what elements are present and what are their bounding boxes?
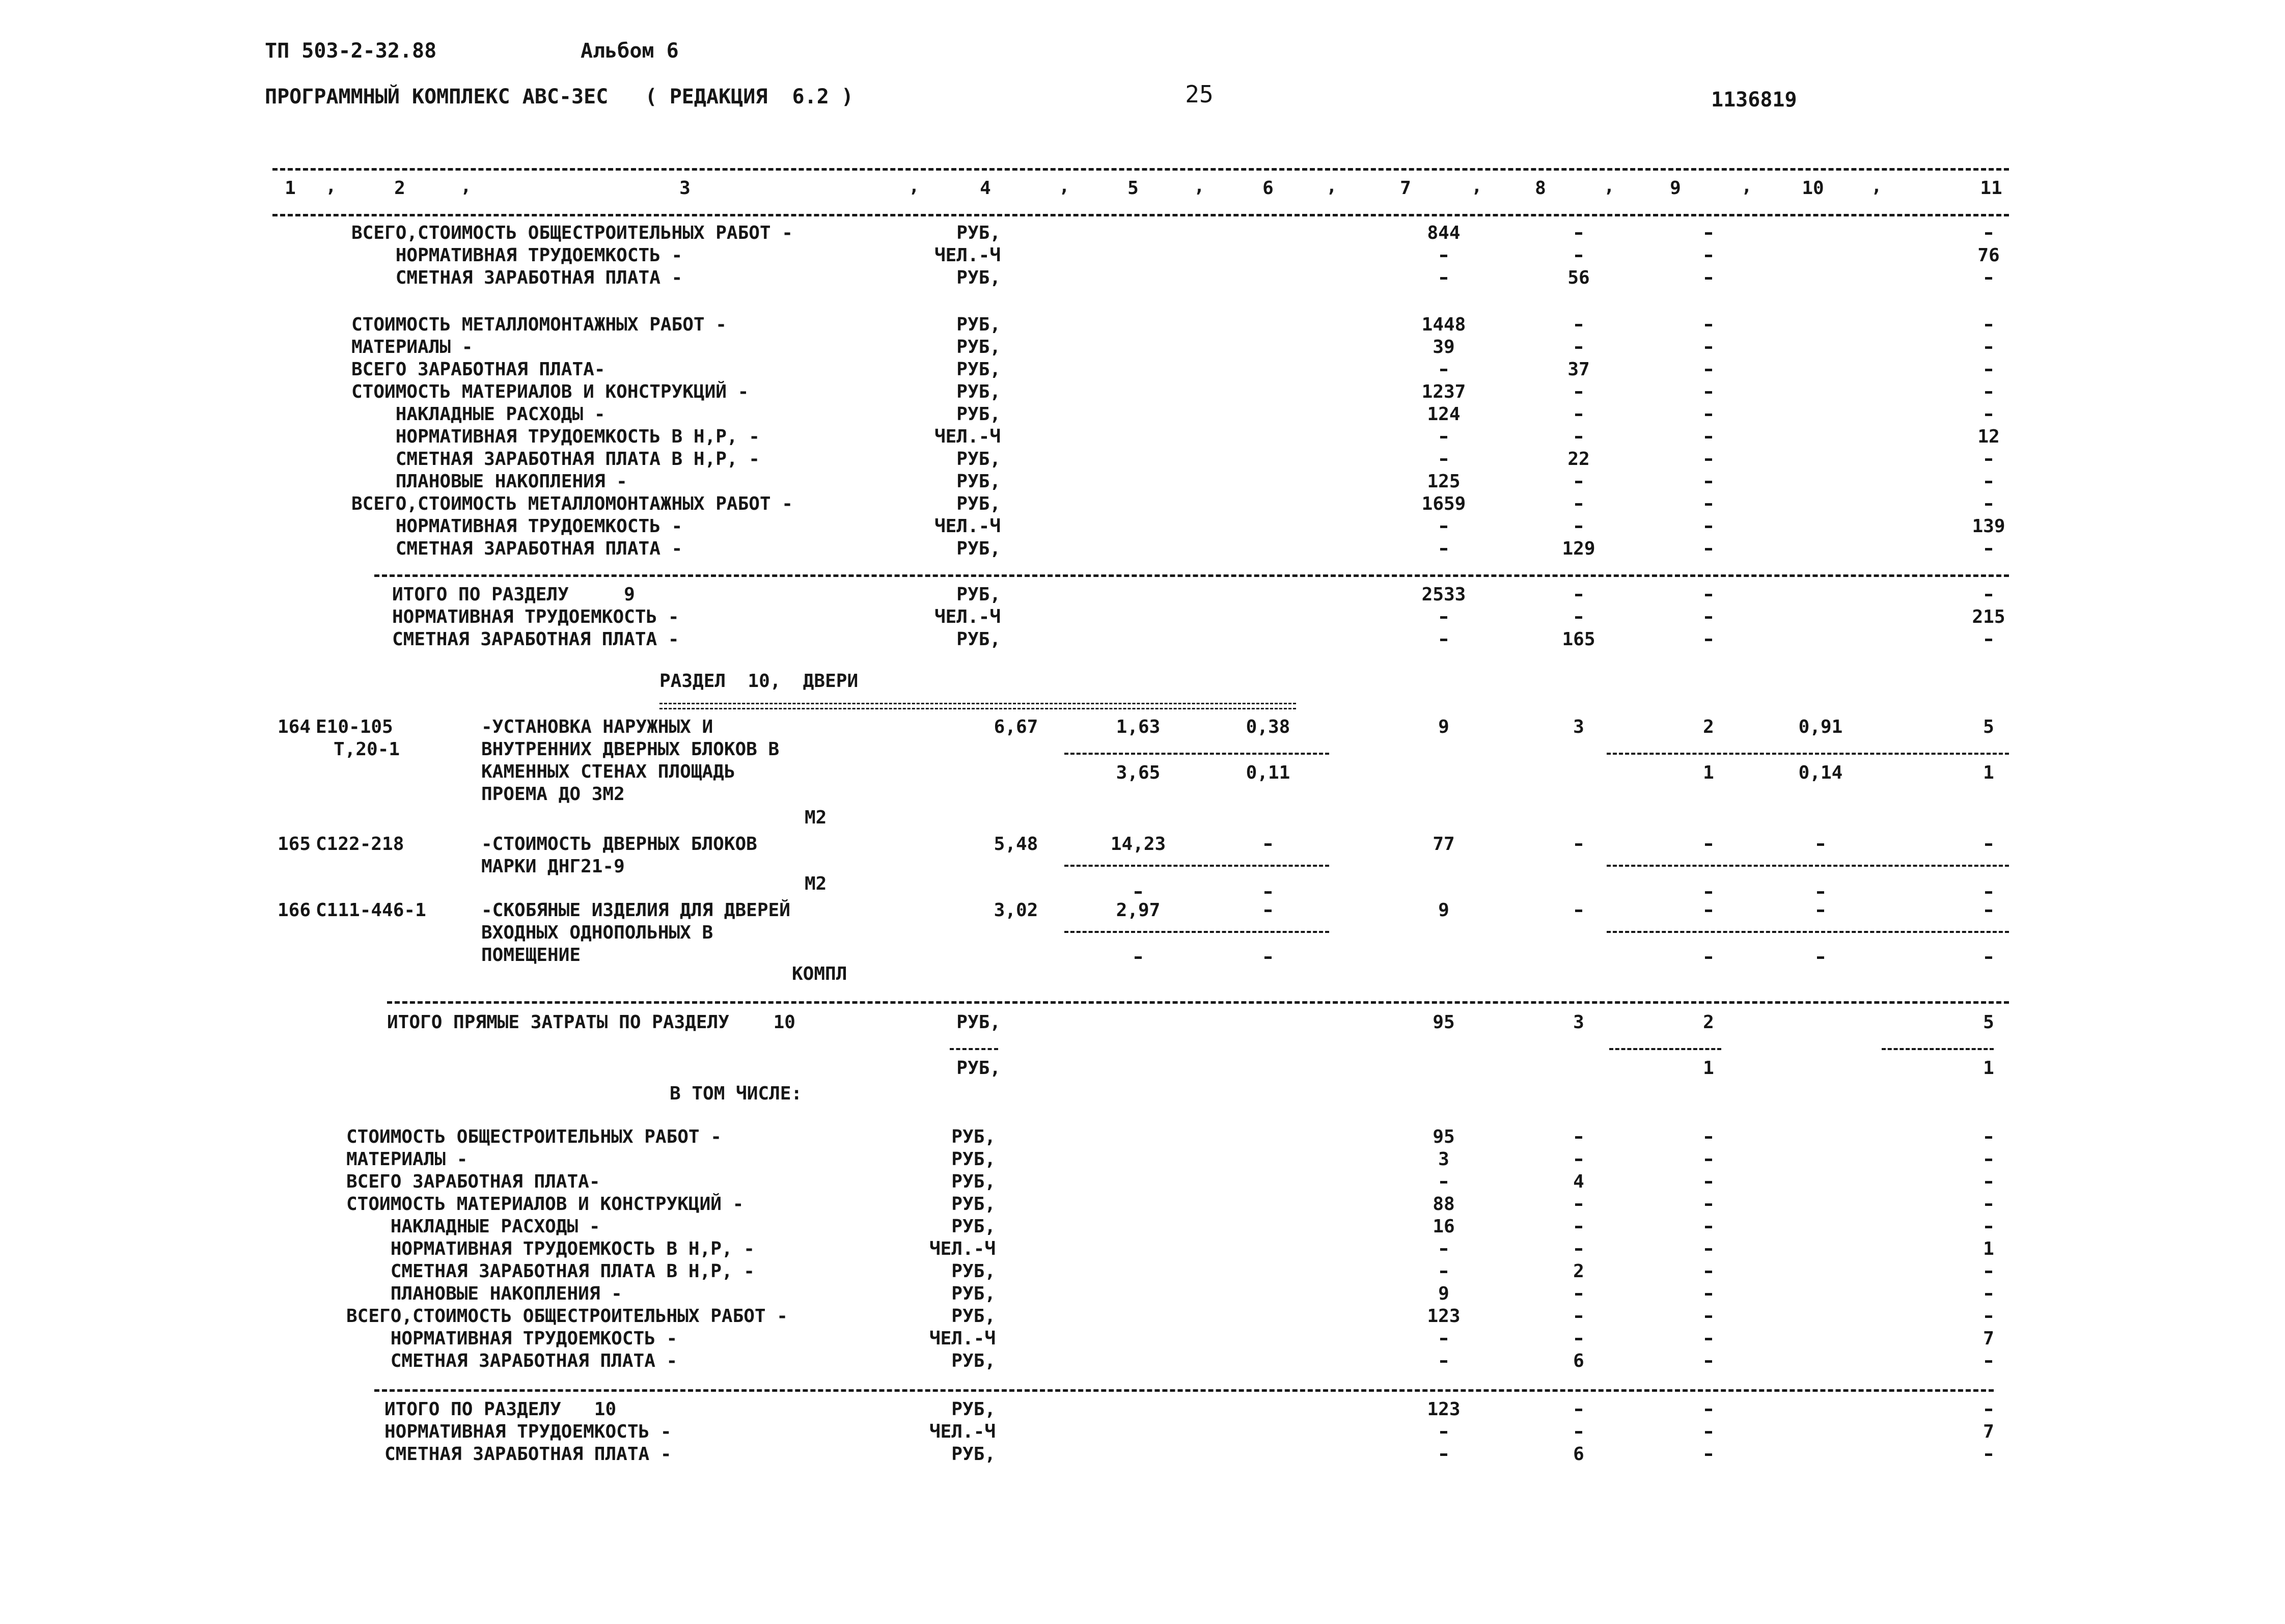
sec9-row-c9-dash	[1705, 436, 1712, 438]
sec9-row-c11-dash	[1985, 481, 1992, 483]
item-c10-second: 0,14	[1798, 762, 1843, 783]
sec10-total-row-label: ИТОГО ПО РАЗДЕЛУ 10	[384, 1399, 617, 1420]
sec9-total-row-c11-dash	[1985, 594, 1992, 596]
column-number: 10	[1802, 178, 1824, 199]
item-c5: 2,97	[1116, 900, 1161, 921]
sec9-row-label: МАТЕРИАЛЫ -	[351, 337, 473, 357]
column-separator: ,	[325, 176, 337, 197]
sec9-row-c7-dash	[1440, 526, 1447, 528]
sec9-row-c9-dash	[1705, 346, 1712, 349]
sec10-row-c7-dash	[1440, 1271, 1447, 1273]
sec10-row-c8-dash	[1575, 1203, 1582, 1206]
sec9-row-c7-dash	[1440, 548, 1447, 550]
page-number: 25	[1185, 80, 1214, 108]
sec9-row-unit: РУБ,	[956, 493, 1001, 514]
item-mark-dash	[1264, 891, 1272, 894]
item-code-sub: Т,20-1	[334, 739, 400, 760]
sec9-row-c8-dash	[1575, 414, 1582, 416]
column-separator: ,	[1604, 176, 1615, 197]
sec10-row-label: НОРМАТИВНАЯ ТРУДОЕМКОСТЬ В Н,Р, -	[346, 1238, 755, 1259]
item-c10: 0,91	[1798, 717, 1843, 737]
sec10-row-c7: 16	[1433, 1216, 1455, 1237]
item-c6: 0,38	[1246, 717, 1290, 737]
item-mark-dash	[1705, 956, 1712, 959]
sec10-total-row-c8-dash	[1575, 1409, 1582, 1411]
item-c5-second: 3,65	[1116, 762, 1161, 783]
item-number: 166	[278, 900, 311, 921]
sec10-row-c7: 123	[1427, 1306, 1461, 1327]
sec10-row-c11-dash	[1985, 1226, 1992, 1228]
item-c11-dash	[1985, 843, 1992, 846]
sec10-row-c8-dash	[1575, 1136, 1582, 1139]
sec10-total-row-c8-dash	[1575, 1431, 1582, 1434]
sec10-row-c9-dash	[1705, 1181, 1712, 1183]
sec10-total-row-c11-dash	[1985, 1453, 1992, 1456]
item-unit: М2	[805, 807, 827, 828]
sec9-row-unit: ЧЕЛ.-Ч	[934, 245, 1001, 266]
sec10-row-c7: 95	[1433, 1126, 1455, 1147]
sec9-row-c9-dash	[1705, 503, 1712, 506]
sec10-row-c8-dash	[1575, 1338, 1582, 1340]
sec10-row-c11-dash	[1985, 1181, 1992, 1183]
sec9-total-row-c11-dash	[1985, 639, 1992, 641]
sec10-row-c11-dash	[1985, 1159, 1992, 1161]
sec10-row-c9-dash	[1705, 1271, 1712, 1273]
column-number: 5	[1127, 178, 1139, 199]
sec9-row-unit: РУБ,	[956, 359, 1001, 380]
sec9-row-c11-dash	[1985, 391, 1992, 394]
column-number: 7	[1400, 178, 1411, 199]
sec9-row-unit: ЧЕЛ.-Ч	[934, 516, 1001, 537]
item-subrule	[1064, 753, 1329, 755]
column-number: 6	[1262, 178, 1274, 199]
sec10-total-row-c11: 7	[1983, 1421, 1994, 1442]
sec9-row-c8-dash	[1575, 481, 1582, 483]
sec9-row-label: ВСЕГО,СТОИМОСТЬ МЕТАЛЛОМОНТАЖНЫХ РАБОТ -	[351, 493, 793, 514]
sec10-total-row-c11-dash	[1985, 1409, 1992, 1411]
sec10-total-row-label: СМЕТНАЯ ЗАРАБОТНАЯ ПЛАТА -	[384, 1444, 672, 1465]
sec9-row-c9-dash	[1705, 277, 1712, 280]
item-description: ВХОДНЫХ ОДНОПОЛЬНЫХ В	[481, 922, 713, 943]
sec10-row-label: СТОИМОСТЬ МАТЕРИАЛОВ И КОНСТРУКЦИЙ -	[346, 1194, 744, 1215]
sec9-row-c11-dash	[1985, 277, 1992, 280]
direct-costs-unit: РУБ,	[956, 1012, 1001, 1033]
direct-costs-label: ИТОГО ПРЯМЫЕ ЗАТРАТЫ ПО РАЗДЕЛУ 10	[387, 1012, 795, 1033]
sec10-total-row-c7-dash	[1440, 1453, 1447, 1456]
sec9-row-c7: 1448	[1421, 314, 1466, 335]
sec9-row-label: НОРМАТИВНАЯ ТРУДОЕМКОСТЬ -	[351, 516, 683, 537]
sec9-row-unit: РУБ,	[956, 471, 1001, 492]
sec10-row-label: ПЛАНОВЫЕ НАКОПЛЕНИЯ -	[346, 1283, 622, 1304]
item-mark-dash	[1135, 891, 1142, 894]
column-separator: ,	[1741, 176, 1752, 197]
section10-title: РАЗДЕЛ 10, ДВЕРИ	[659, 671, 859, 692]
direct-costs-rule	[387, 1001, 2009, 1004]
sec9-row-c9-dash	[1705, 232, 1712, 235]
sec9-row-c8: 37	[1567, 359, 1590, 380]
sec9-row-unit: РУБ,	[956, 381, 1001, 402]
sec9-row-c8-dash	[1575, 526, 1582, 528]
section9-rule	[374, 574, 2009, 577]
item-c8-dash	[1575, 910, 1582, 912]
sec9-row-unit: РУБ,	[956, 314, 1001, 335]
sec10-row-c8-dash	[1575, 1315, 1582, 1318]
item-code: Е10-105	[316, 717, 393, 737]
sec10-row-c8-dash	[1575, 1226, 1582, 1228]
direct-costs-c7: 95	[1433, 1012, 1455, 1033]
column-number: 9	[1670, 178, 1681, 199]
item-mark-dash	[1135, 956, 1142, 959]
item-description: -СТОИМОСТЬ ДВЕРНЫХ БЛОКОВ	[481, 834, 757, 855]
sec10-row-c8: 4	[1573, 1171, 1584, 1192]
sec9-row-label: СТОИМОСТЬ МАТЕРИАЛОВ И КОНСТРУКЦИЙ -	[351, 381, 749, 402]
sec10-row-c9-dash	[1705, 1136, 1712, 1139]
sec9-row-unit: РУБ,	[956, 404, 1001, 425]
direct-costs-c9: 2	[1703, 1012, 1714, 1033]
sec9-row-c8: 129	[1562, 538, 1595, 559]
sec9-row-c8-dash	[1575, 324, 1582, 326]
item-c7: 9	[1438, 900, 1449, 921]
sec10-row-label: СМЕТНАЯ ЗАРАБОТНАЯ ПЛАТА В Н,Р, -	[346, 1261, 755, 1282]
item-c9: 2	[1703, 717, 1714, 737]
sec9-row-c7-dash	[1440, 255, 1447, 257]
sec10-row-unit: РУБ,	[951, 1149, 996, 1170]
sec9-row-c8: 56	[1567, 267, 1590, 288]
sec9-total-row-c9-dash	[1705, 616, 1712, 619]
sec10-row-unit: РУБ,	[951, 1351, 996, 1371]
direct-costs-c11-second: 1	[1983, 1058, 1994, 1079]
sec10-row-c7-dash	[1440, 1181, 1447, 1183]
sec10-row-c9-dash	[1705, 1203, 1712, 1206]
item-subrule	[1064, 931, 1329, 933]
sec9-row-label: СМЕТНАЯ ЗАРАБОТНАЯ ПЛАТА -	[351, 267, 683, 288]
sec10-row-c7: 3	[1438, 1149, 1449, 1170]
sec9-row-c8-dash	[1575, 503, 1582, 506]
item-description: ПОМЕЩЕНИЕ	[481, 945, 581, 966]
item-c10-dash	[1817, 843, 1824, 846]
item-c11: 5	[1983, 717, 1994, 737]
sec9-row-c9-dash	[1705, 481, 1712, 483]
including-label: В ТОМ ЧИСЛЕ:	[670, 1083, 803, 1104]
sec9-row-c9-dash	[1705, 255, 1712, 257]
sec9-row-c11-dash	[1985, 369, 1992, 371]
sec9-row-c11-dash	[1985, 232, 1992, 235]
sec10-row-unit: ЧЕЛ.-Ч	[929, 1328, 996, 1349]
sec9-total-row-label: ИТОГО ПО РАЗДЕЛУ 9	[392, 584, 635, 605]
doc-number: 1136819	[1711, 88, 1797, 112]
column-number: 8	[1535, 178, 1546, 199]
item-c6-second: 0,11	[1246, 762, 1290, 783]
sec9-row-c11: 76	[1977, 245, 2000, 266]
sec9-row-label: СТОИМОСТЬ МЕТАЛЛОМОНТАЖНЫХ РАБОТ -	[351, 314, 727, 335]
sec9-row-label: ВСЕГО ЗАРАБОТНАЯ ПЛАТА-	[351, 359, 605, 380]
sec9-row-c7-dash	[1440, 436, 1447, 438]
sec9-total-row-c11: 215	[1972, 607, 2005, 627]
sec9-row-unit: РУБ,	[956, 223, 1001, 243]
sec9-total-row-c8-dash	[1575, 616, 1582, 619]
sec10-row-unit: РУБ,	[951, 1283, 996, 1304]
column-separator: ,	[1871, 176, 1882, 197]
sec9-total-row-c7: 2533	[1421, 584, 1466, 605]
direct-costs-c9-second: 1	[1703, 1058, 1714, 1079]
item-c9-dash	[1705, 910, 1712, 912]
sec10-row-label: ВСЕГО,СТОИМОСТЬ ОБЩЕСТРОИТЕЛЬНЫХ РАБОТ -	[346, 1306, 788, 1327]
sec10-row-c9-dash	[1705, 1293, 1712, 1296]
sec9-row-c9-dash	[1705, 414, 1712, 416]
section10-rule	[374, 1389, 1994, 1392]
column-separator: ,	[1194, 176, 1205, 197]
direct-costs-c11: 5	[1983, 1012, 1994, 1033]
column-separator: ,	[460, 176, 472, 197]
sec10-row-c11: 7	[1983, 1328, 1994, 1349]
item-subrule	[1064, 865, 1329, 867]
item-c5: 1,63	[1116, 717, 1161, 737]
item-code: С122-218	[316, 834, 404, 855]
sec9-total-row-c7-dash	[1440, 616, 1447, 619]
sec9-total-row-c7-dash	[1440, 639, 1447, 641]
sec9-row-label: НОРМАТИВНАЯ ТРУДОЕМКОСТЬ В Н,Р, -	[351, 426, 760, 447]
sec10-total-row-unit: ЧЕЛ.-Ч	[929, 1421, 996, 1442]
sec9-row-c7: 125	[1427, 471, 1461, 492]
sec9-row-c9-dash	[1705, 548, 1712, 550]
direct-costs-unit2: РУБ,	[956, 1058, 1001, 1079]
header-bottom-rule	[272, 214, 2009, 216]
sec10-row-unit: РУБ,	[951, 1126, 996, 1147]
sec9-row-c8-dash	[1575, 232, 1582, 235]
sec10-row-label: СМЕТНАЯ ЗАРАБОТНАЯ ПЛАТА -	[346, 1351, 678, 1371]
sec10-row-c11-dash	[1985, 1136, 1992, 1139]
sec9-row-c7: 1659	[1421, 493, 1466, 514]
sec9-row-c9-dash	[1705, 458, 1712, 461]
sec10-row-c8-dash	[1575, 1159, 1582, 1161]
sec9-row-label: НОРМАТИВНАЯ ТРУДОЕМКОСТЬ -	[351, 245, 683, 266]
sec10-row-label: ВСЕГО ЗАРАБОТНАЯ ПЛАТА-	[346, 1171, 600, 1192]
sec10-row-c9-dash	[1705, 1338, 1712, 1340]
sec9-row-c11-dash	[1985, 548, 1992, 550]
item-subrule	[1607, 753, 2009, 755]
sec10-row-c11: 1	[1983, 1238, 1994, 1259]
item-description: КАМЕННЫХ СТЕНАХ ПЛОЩАДЬ	[481, 761, 735, 782]
sec9-row-c11-dash	[1985, 458, 1992, 461]
sec9-total-row-c8-dash	[1575, 594, 1582, 596]
sec9-row-unit: РУБ,	[956, 337, 1001, 357]
item-description: -СКОБЯНЫЕ ИЗДЕЛИЯ ДЛЯ ДВЕРЕЙ	[481, 900, 790, 921]
item-c9-second: 1	[1703, 762, 1714, 783]
sec10-total-row-c9-dash	[1705, 1431, 1712, 1434]
sec10-total-row-c8: 6	[1573, 1444, 1584, 1465]
sec10-row-c7-dash	[1440, 1248, 1447, 1251]
item-code: С111-446-1	[316, 900, 426, 921]
item-mark-dash	[1985, 891, 1992, 894]
item-description: ПРОЕМА ДО 3М2	[481, 784, 625, 805]
sec9-row-c11-dash	[1985, 414, 1992, 416]
sec9-row-c8-dash	[1575, 346, 1582, 349]
column-number: 11	[1980, 178, 2002, 199]
sec9-row-c7: 124	[1427, 404, 1461, 425]
direct-costs-subrule	[1609, 1048, 1721, 1050]
sec10-row-unit: РУБ,	[951, 1216, 996, 1237]
sec9-total-row-unit: ЧЕЛ.-Ч	[934, 607, 1001, 627]
sec10-row-c9-dash	[1705, 1248, 1712, 1251]
sec9-row-label: СМЕТНАЯ ЗАРАБОТНАЯ ПЛАТА -	[351, 538, 683, 559]
sec9-row-unit: РУБ,	[956, 267, 1001, 288]
item-subrule	[1607, 931, 2009, 933]
sec9-row-c11-dash	[1985, 346, 1992, 349]
sec10-row-c8-dash	[1575, 1293, 1582, 1296]
item-c11-second: 1	[1983, 762, 1994, 783]
sec9-total-row-unit: РУБ,	[956, 584, 1001, 605]
item-c5: 14,23	[1110, 834, 1166, 855]
sec10-row-c8-dash	[1575, 1248, 1582, 1251]
sec9-row-c9-dash	[1705, 369, 1712, 371]
sec9-row-label: НАКЛАДНЫЕ РАСХОДЫ -	[351, 404, 605, 425]
column-number: 4	[980, 178, 991, 199]
item-c4: 6,67	[994, 717, 1038, 737]
item-mark-dash	[1985, 956, 1992, 959]
sec10-row-c9-dash	[1705, 1159, 1712, 1161]
sec9-row-c9-dash	[1705, 324, 1712, 326]
sec10-row-c7: 9	[1438, 1283, 1449, 1304]
sec10-total-row-c7: 123	[1427, 1399, 1461, 1420]
sec10-row-unit: РУБ,	[951, 1261, 996, 1282]
sec10-row-unit: РУБ,	[951, 1194, 996, 1215]
sec10-total-row-label: НОРМАТИВНАЯ ТРУДОЕМКОСТЬ -	[384, 1421, 672, 1442]
sec10-row-c11-dash	[1985, 1203, 1992, 1206]
sec10-row-c9-dash	[1705, 1226, 1712, 1228]
sec9-row-c7: 844	[1427, 223, 1461, 243]
section10-title-underline	[659, 703, 1296, 709]
sec10-total-row-c7-dash	[1440, 1431, 1447, 1434]
sec9-row-c7-dash	[1440, 458, 1447, 461]
sec10-row-label: НОРМАТИВНАЯ ТРУДОЕМКОСТЬ -	[346, 1328, 678, 1349]
sec9-row-label: ПЛАНОВЫЕ НАКОПЛЕНИЯ -	[351, 471, 627, 492]
sec9-row-c11-dash	[1985, 503, 1992, 506]
album-label: Альбом 6	[581, 39, 679, 63]
sec9-row-c9-dash	[1705, 526, 1712, 528]
sec9-row-unit: ЧЕЛ.-Ч	[934, 426, 1001, 447]
sec9-row-c7-dash	[1440, 277, 1447, 280]
direct-costs-c8: 3	[1573, 1012, 1584, 1033]
column-separator: ,	[1059, 176, 1070, 197]
sec10-row-unit: РУБ,	[951, 1306, 996, 1327]
column-number: 3	[679, 178, 691, 199]
sec9-row-label: СМЕТНАЯ ЗАРАБОТНАЯ ПЛАТА В Н,Р, -	[351, 449, 760, 470]
sec10-row-label: НАКЛАДНЫЕ РАСХОДЫ -	[346, 1216, 600, 1237]
sec10-row-unit: РУБ,	[951, 1171, 996, 1192]
item-number: 164	[278, 717, 311, 737]
item-description: ВНУТРЕННИХ ДВЕРНЫХ БЛОКОВ В	[481, 739, 780, 760]
sec9-total-row-c8: 165	[1562, 629, 1595, 650]
sec9-row-c8-dash	[1575, 391, 1582, 394]
sec10-total-row-unit: РУБ,	[951, 1399, 996, 1420]
item-mark-dash	[1264, 956, 1272, 959]
sec9-row-c7-dash	[1440, 369, 1447, 371]
sec9-row-c11: 139	[1972, 516, 2005, 537]
item-c7: 9	[1438, 717, 1449, 737]
program-title: ПРОГРАММНЫЙ КОМПЛЕКС АВС-3ЕС ( РЕДАКЦИЯ 6.2 )	[265, 85, 854, 108]
column-separator: ,	[1471, 176, 1482, 197]
item-number: 165	[278, 834, 311, 855]
item-c7: 77	[1433, 834, 1455, 855]
sec10-row-c7-dash	[1440, 1338, 1447, 1340]
sec10-total-row-unit: РУБ,	[951, 1444, 996, 1465]
sec9-row-c9-dash	[1705, 391, 1712, 394]
sec9-total-row-unit: РУБ,	[956, 629, 1001, 650]
sec10-row-c11-dash	[1985, 1315, 1992, 1318]
sec9-row-c8-dash	[1575, 255, 1582, 257]
sec10-total-row-c9-dash	[1705, 1453, 1712, 1456]
sec9-row-c11-dash	[1985, 324, 1992, 326]
column-separator: ,	[1326, 176, 1337, 197]
sec10-row-c9-dash	[1705, 1360, 1712, 1363]
sec10-row-unit: ЧЕЛ.-Ч	[929, 1238, 996, 1259]
sec10-row-c9-dash	[1705, 1315, 1712, 1318]
sec9-total-row-label: НОРМАТИВНАЯ ТРУДОЕМКОСТЬ -	[392, 607, 679, 627]
item-unit: М2	[805, 873, 827, 894]
direct-costs-subrule	[950, 1048, 998, 1050]
item-description: МАРКИ ДНГ21-9	[481, 856, 625, 877]
sec10-row-c8: 6	[1573, 1351, 1584, 1371]
item-c11-dash	[1985, 910, 1992, 912]
sec9-row-c8-dash	[1575, 436, 1582, 438]
item-mark-dash	[1817, 891, 1824, 894]
item-mark-dash	[1705, 891, 1712, 894]
sec9-row-c11: 12	[1977, 426, 2000, 447]
direct-costs-subrule	[1882, 1048, 1994, 1050]
sec9-total-row-label: СМЕТНАЯ ЗАРАБОТНАЯ ПЛАТА -	[392, 629, 679, 650]
item-subrule	[1607, 865, 2009, 867]
item-c8: 3	[1573, 717, 1584, 737]
sec9-total-row-c9-dash	[1705, 639, 1712, 641]
item-c10-dash	[1817, 910, 1824, 912]
sec10-row-c7: 88	[1433, 1194, 1455, 1215]
sec10-row-c11-dash	[1985, 1271, 1992, 1273]
sec9-row-unit: РУБ,	[956, 538, 1001, 559]
sec10-row-label: СТОИМОСТЬ ОБЩЕСТРОИТЕЛЬНЫХ РАБОТ -	[346, 1126, 722, 1147]
sec9-row-unit: РУБ,	[956, 449, 1001, 470]
sec9-total-row-c9-dash	[1705, 594, 1712, 596]
sec10-total-row-c9-dash	[1705, 1409, 1712, 1411]
column-separator: ,	[909, 176, 920, 197]
item-c6-dash	[1264, 910, 1272, 912]
column-number: 1	[285, 178, 296, 199]
sec9-row-label: ВСЕГО,СТОИМОСТЬ ОБЩЕСТРОИТЕЛЬНЫХ РАБОТ -	[351, 223, 793, 243]
item-mark-dash	[1817, 956, 1824, 959]
sec9-row-c8: 22	[1567, 449, 1590, 470]
sec10-row-c11-dash	[1985, 1293, 1992, 1296]
column-number: 2	[394, 178, 405, 199]
item-unit: КОМПЛ	[792, 964, 847, 984]
sec10-row-c7-dash	[1440, 1360, 1447, 1363]
doc-code: ТП 503-2-32.88	[265, 39, 437, 63]
header-top-rule	[272, 168, 2009, 171]
sec9-row-c7: 39	[1433, 337, 1455, 357]
item-c4: 5,48	[994, 834, 1038, 855]
item-description: -УСТАНОВКА НАРУЖНЫХ И	[481, 717, 713, 737]
item-c4: 3,02	[994, 900, 1038, 921]
item-c8-dash	[1575, 843, 1582, 846]
item-c9-dash	[1705, 843, 1712, 846]
sec9-row-c7: 1237	[1421, 381, 1466, 402]
sec10-row-c8: 2	[1573, 1261, 1584, 1282]
sec10-row-c11-dash	[1985, 1360, 1992, 1363]
sec10-row-label: МАТЕРИАЛЫ -	[346, 1149, 468, 1170]
item-c6-dash	[1264, 843, 1272, 846]
